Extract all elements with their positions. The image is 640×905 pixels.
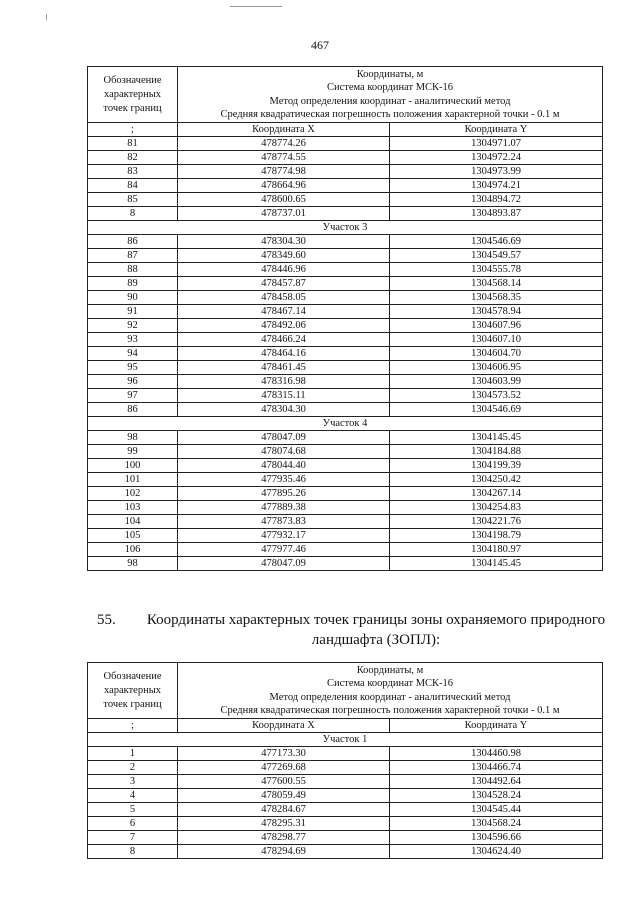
point-number-cell: 97 bbox=[88, 389, 178, 403]
coordinate-x-cell: 477269.68 bbox=[178, 761, 390, 775]
point-number-cell: 5 bbox=[88, 803, 178, 817]
point-number-cell: 98 bbox=[88, 557, 178, 571]
point-number-cell: 8 bbox=[88, 845, 178, 859]
coordinate-x-cell: 478047.09 bbox=[178, 431, 390, 445]
coordinate-x-cell: 478304.30 bbox=[178, 403, 390, 417]
coordinate-x-cell: 478464.16 bbox=[178, 347, 390, 361]
point-number-cell: 88 bbox=[88, 263, 178, 277]
column-header-y: Координата Y bbox=[390, 719, 603, 733]
point-number-cell: 3 bbox=[88, 775, 178, 789]
table-row bbox=[88, 543, 603, 557]
section-row bbox=[88, 733, 603, 747]
coordinate-y-cell: 1304971.07 bbox=[390, 137, 603, 151]
coord-header-line: Система координат МСК-16 bbox=[326, 82, 454, 94]
table-row bbox=[88, 291, 603, 305]
point-number-cell: 86 bbox=[88, 403, 178, 417]
coordinate-y-cell: 1304973.99 bbox=[390, 165, 603, 179]
table-row bbox=[88, 235, 603, 249]
coordinate-y-cell: 1304568.35 bbox=[390, 291, 603, 305]
coordinate-y-cell: 1304573.52 bbox=[390, 389, 603, 403]
point-number-cell: 8 bbox=[88, 207, 178, 221]
coordinate-x-cell: 478461.45 bbox=[178, 361, 390, 375]
table-row bbox=[88, 501, 603, 515]
coordinate-x-cell: 477932.17 bbox=[178, 529, 390, 543]
coordinate-y-cell: 1304528.24 bbox=[390, 789, 603, 803]
point-number-cell: 86 bbox=[88, 235, 178, 249]
table-row bbox=[88, 347, 603, 361]
coordinate-x-cell: 478315.11 bbox=[178, 389, 390, 403]
coordinate-y-cell: 1304254.83 bbox=[390, 501, 603, 515]
coordinate-x-cell: 478304.30 bbox=[178, 235, 390, 249]
coordinate-x-cell: 478446.96 bbox=[178, 263, 390, 277]
coordinate-x-cell: 477889.38 bbox=[178, 501, 390, 515]
point-number-cell: 7 bbox=[88, 831, 178, 845]
coordinates-table-1 bbox=[87, 66, 603, 571]
coord-header-line: Система координат МСК-16 bbox=[326, 678, 454, 690]
coordinate-x-cell: 478284.67 bbox=[178, 803, 390, 817]
coordinate-y-cell: 1304607.10 bbox=[390, 333, 603, 347]
table-row bbox=[88, 775, 603, 789]
coord-header-line: Координаты, м bbox=[356, 665, 424, 676]
table-row bbox=[88, 473, 603, 487]
coordinate-y-cell: 1304549.57 bbox=[390, 249, 603, 263]
table-body bbox=[88, 733, 603, 859]
table-row bbox=[88, 817, 603, 831]
coordinate-x-cell: 478774.55 bbox=[178, 151, 390, 165]
point-number-cell: 104 bbox=[88, 515, 178, 529]
coordinate-x-cell: 478466.24 bbox=[178, 333, 390, 347]
coordinate-y-cell: 1304545.44 bbox=[390, 803, 603, 817]
table-row bbox=[88, 375, 603, 389]
table-row bbox=[88, 207, 603, 221]
table-row bbox=[88, 845, 603, 859]
coordinate-y-cell: 1304893.87 bbox=[390, 207, 603, 221]
label-column-header: Обозначение характерных точек границ bbox=[88, 663, 178, 719]
coordinate-x-cell: 478467.14 bbox=[178, 305, 390, 319]
coordinate-x-cell: 478458.05 bbox=[178, 291, 390, 305]
coordinate-x-cell: 477935.46 bbox=[178, 473, 390, 487]
coordinate-y-cell: 1304466.74 bbox=[390, 761, 603, 775]
scan-artifact-dot bbox=[46, 14, 47, 20]
coordinate-y-cell: 1304606.95 bbox=[390, 361, 603, 375]
point-number-cell: 91 bbox=[88, 305, 178, 319]
table-row bbox=[88, 431, 603, 445]
coordinate-y-cell: 1304145.45 bbox=[390, 557, 603, 571]
point-number-cell: 94 bbox=[88, 347, 178, 361]
coordinate-x-cell: 477873.83 bbox=[178, 515, 390, 529]
column-header-x: Координата X bbox=[178, 123, 390, 137]
table-row bbox=[88, 803, 603, 817]
point-number-cell: 96 bbox=[88, 375, 178, 389]
column-header-x: Координата X bbox=[178, 719, 390, 733]
coordinate-y-cell: 1304198.79 bbox=[390, 529, 603, 543]
point-number-cell: 92 bbox=[88, 319, 178, 333]
table-row bbox=[88, 761, 603, 775]
coordinate-x-cell: 478774.26 bbox=[178, 137, 390, 151]
point-number-cell: 99 bbox=[88, 445, 178, 459]
point-number-cell: 100 bbox=[88, 459, 178, 473]
section-label: Участок 3 bbox=[88, 221, 603, 235]
coord-header-line: Метод определения координат - аналитический метод bbox=[269, 691, 511, 703]
coordinate-x-cell: 478316.98 bbox=[178, 375, 390, 389]
point-number-cell: 87 bbox=[88, 249, 178, 263]
column-header-y: Координата Y bbox=[390, 123, 603, 137]
coordinate-x-cell: 478737.01 bbox=[178, 207, 390, 221]
coordinate-y-cell: 1304568.24 bbox=[390, 817, 603, 831]
table-row bbox=[88, 459, 603, 473]
table-row bbox=[88, 445, 603, 459]
point-number-cell: 106 bbox=[88, 543, 178, 557]
coordinate-y-cell: 1304546.69 bbox=[390, 235, 603, 249]
coordinate-y-cell: 1304267.14 bbox=[390, 487, 603, 501]
label-column-header: Обозначение характерных точек границ bbox=[88, 67, 178, 123]
table-row bbox=[88, 529, 603, 543]
coordinate-x-cell: 478298.77 bbox=[178, 831, 390, 845]
point-number-cell: 95 bbox=[88, 361, 178, 375]
coord-header-line: Средняя квадратическая погрешность положения характерной точки - 0.1 м bbox=[220, 109, 560, 121]
point-number-cell: 83 bbox=[88, 165, 178, 179]
point-number-cell: 89 bbox=[88, 277, 178, 291]
coordinate-x-cell: 478295.31 bbox=[178, 817, 390, 831]
coordinate-x-cell: 478457.87 bbox=[178, 277, 390, 291]
coord-header-line: Средняя квадратическая погрешность положения характерной точки - 0.1 м bbox=[220, 705, 560, 717]
coordinate-x-cell: 477600.55 bbox=[178, 775, 390, 789]
table-row bbox=[88, 515, 603, 529]
coordinate-x-cell: 478492.06 bbox=[178, 319, 390, 333]
coordinate-y-cell: 1304460.98 bbox=[390, 747, 603, 761]
coordinate-y-cell: 1304972.24 bbox=[390, 151, 603, 165]
section-row bbox=[88, 417, 603, 431]
coordinate-y-cell: 1304894.72 bbox=[390, 193, 603, 207]
coordinate-x-cell: 477895.26 bbox=[178, 487, 390, 501]
table-row bbox=[88, 305, 603, 319]
table-row bbox=[88, 193, 603, 207]
coordinates-table-2 bbox=[87, 662, 603, 859]
label-subheader: ; bbox=[88, 123, 178, 137]
coordinate-y-cell: 1304184.88 bbox=[390, 445, 603, 459]
table-row bbox=[88, 487, 603, 501]
table-row bbox=[88, 389, 603, 403]
point-number-cell: 98 bbox=[88, 431, 178, 445]
table-row bbox=[88, 361, 603, 375]
point-number-cell: 4 bbox=[88, 789, 178, 803]
coordinate-x-cell: 477977.46 bbox=[178, 543, 390, 557]
coordinate-x-cell: 478349.60 bbox=[178, 249, 390, 263]
coordinate-y-cell: 1304974.21 bbox=[390, 179, 603, 193]
point-number-cell: 101 bbox=[88, 473, 178, 487]
coordinate-x-cell: 478059.49 bbox=[178, 789, 390, 803]
coordinates-header bbox=[178, 67, 603, 123]
point-number-cell: 2 bbox=[88, 761, 178, 775]
coordinate-y-cell: 1304492.64 bbox=[390, 775, 603, 789]
table-row bbox=[88, 151, 603, 165]
table-row bbox=[88, 403, 603, 417]
table-body bbox=[88, 137, 603, 571]
point-number-cell: 84 bbox=[88, 179, 178, 193]
coordinate-y-cell: 1304604.70 bbox=[390, 347, 603, 361]
coord-header-line: Координаты, м bbox=[356, 69, 424, 80]
point-number-cell: 93 bbox=[88, 333, 178, 347]
point-number-cell: 81 bbox=[88, 137, 178, 151]
section-label: Участок 1 bbox=[88, 733, 603, 747]
coordinate-y-cell: 1304546.69 bbox=[390, 403, 603, 417]
coordinate-x-cell: 478664.96 bbox=[178, 179, 390, 193]
coord-header-line: Метод определения координат - аналитический метод bbox=[269, 95, 511, 107]
coordinate-x-cell: 478294.69 bbox=[178, 845, 390, 859]
coordinate-y-cell: 1304250.42 bbox=[390, 473, 603, 487]
coordinate-x-cell: 477173.30 bbox=[178, 747, 390, 761]
table-row bbox=[88, 263, 603, 277]
table-row bbox=[88, 179, 603, 193]
section-row bbox=[88, 221, 603, 235]
table-row bbox=[88, 789, 603, 803]
table-row bbox=[88, 277, 603, 291]
coordinate-y-cell: 1304199.39 bbox=[390, 459, 603, 473]
coordinate-x-cell: 478774.98 bbox=[178, 165, 390, 179]
point-number-cell: 82 bbox=[88, 151, 178, 165]
coordinate-x-cell: 478600.65 bbox=[178, 193, 390, 207]
coordinate-y-cell: 1304603.99 bbox=[390, 375, 603, 389]
point-number-cell: 90 bbox=[88, 291, 178, 305]
table-row bbox=[88, 137, 603, 151]
coordinate-y-cell: 1304555.78 bbox=[390, 263, 603, 277]
page-number: 467 bbox=[311, 38, 329, 52]
point-number-cell: 1 bbox=[88, 747, 178, 761]
scan-artifact-line bbox=[230, 6, 282, 7]
coordinate-y-cell: 1304221.76 bbox=[390, 515, 603, 529]
coordinate-x-cell: 478047.09 bbox=[178, 557, 390, 571]
table-row bbox=[88, 319, 603, 333]
section-label: Участок 4 bbox=[88, 417, 603, 431]
coordinate-y-cell: 1304578.94 bbox=[390, 305, 603, 319]
point-number-cell: 102 bbox=[88, 487, 178, 501]
table-row bbox=[88, 557, 603, 571]
coordinate-y-cell: 1304180.97 bbox=[390, 543, 603, 557]
table-row bbox=[88, 333, 603, 347]
section-title: Координаты характерных точек границы зоны охраняемого природного ландшафта (ЗОПЛ): bbox=[146, 612, 606, 648]
section-number: 55. bbox=[97, 612, 116, 628]
table-row bbox=[88, 249, 603, 263]
table-row bbox=[88, 831, 603, 845]
coordinate-y-cell: 1304596.66 bbox=[390, 831, 603, 845]
coordinate-y-cell: 1304145.45 bbox=[390, 431, 603, 445]
table-row bbox=[88, 747, 603, 761]
coordinate-y-cell: 1304624.40 bbox=[390, 845, 603, 859]
table-row bbox=[88, 165, 603, 179]
coordinate-x-cell: 478074.68 bbox=[178, 445, 390, 459]
coordinate-y-cell: 1304568.14 bbox=[390, 277, 603, 291]
point-number-cell: 103 bbox=[88, 501, 178, 515]
point-number-cell: 85 bbox=[88, 193, 178, 207]
label-subheader: ; bbox=[88, 719, 178, 733]
point-number-cell: 6 bbox=[88, 817, 178, 831]
coordinates-header bbox=[178, 663, 603, 719]
point-number-cell: 105 bbox=[88, 529, 178, 543]
coordinate-x-cell: 478044.40 bbox=[178, 459, 390, 473]
coordinate-y-cell: 1304607.96 bbox=[390, 319, 603, 333]
